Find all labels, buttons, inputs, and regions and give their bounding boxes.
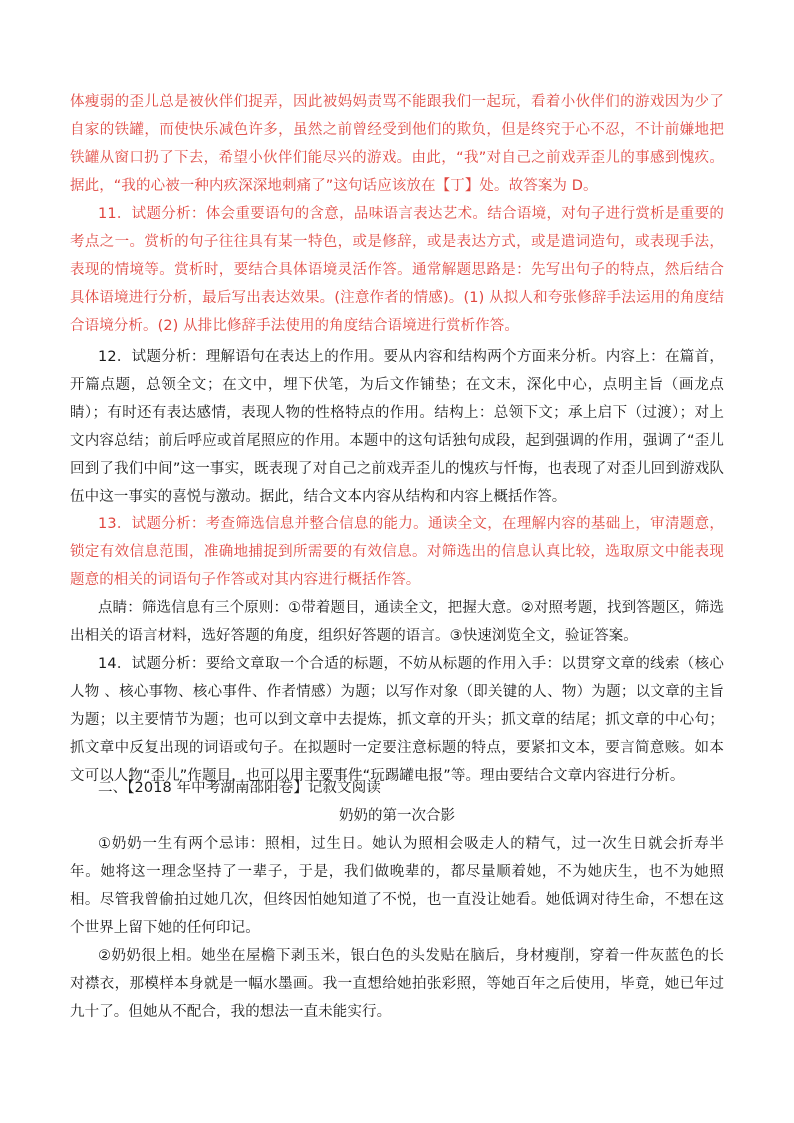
answer-10-continuation: 体瘦弱的歪儿总是被伙伴们捉弄，因此被妈妈责骂不能跟我们一起玩，看着小伙伴们的游戏因为少了自家的铁罐，而使快乐减色许多，虽然之前曾经受到他们的欺负，但是终究于心不忍，不计前嫌地把铁罐从窗口扔了下去，希望小伙伴们能尽兴的游戏。由此，“我”对自己之前戏弄歪儿的事感到愧疚。据此，“我的心被一种内疚深深地刺痛了”这句话应该放在【丁】处。故答案为 D。 <box>70 94 724 194</box>
article-paragraph-1: ①奶奶一生有两个忌讳：照相，过生日。她认为照相会吸走人的精气，过一次生日就会折寿半年。她将这一理念坚持了一辈子，于是，我们做晚辈的，都尽量顺着她，不为她庆生，也不为她照相。尽管我曾偷拍过她几次，但终因怕她知道了不悦，也一直没让她看。她低调对待生命，不想在这个世界上留下她的任何印记。 <box>70 836 724 936</box>
answer-12: 12．试题分析：理解语句在表达上的作用。要从内容和结构两个方面来分析。内容上：在篇首，开篇点题，总领全文；在文中，埋下伏笔，为后文作铺垫；在文末，深化中心，点明主旨（画龙点睛）；有时还有表达感情，表现人物的性格特点的作用。结构上：总领下文；承上启下（过渡）；对上文内容总结；前后呼应或首尾照应的作用。本题中的这句话独句成段，起到强调的作用，强调了“歪儿回到了我们中间”这一事实，既表现了对自己之前戏弄歪儿的愧疚与忏悔，也表现了对歪儿回到游戏队伍中这一事实的喜悦与激动。据此，结合文本内容从结构和内容上概括作答。 <box>70 349 724 505</box>
section-heading: 二、【2018 年中考湖南邵阳卷】记叙文阅读 <box>98 780 381 796</box>
article-paragraph-2: ②奶奶很上相。她坐在屋檐下剥玉米，银白色的头发贴在脑后，身材瘦削，穿着一件灰蓝色的长对襟衣，那模样本身就是一幅水墨画。我一直想给她拍张彩照，等她百年之后使用，毕竟，她已年过九十了。但她从不配合，我的想法一直未能实行。 <box>70 948 724 1020</box>
answer-14: 14．试题分析：要给文章取一个合适的标题，不妨从标题的作用入手：以贯穿文章的线索（核心人物 、核心事物、核心事件、作者情感）为题；以写作对象（即关键的人、物）为题；以文章的主旨为题；以主要情节为题；也可以到文章中去提炼，抓文章的开头；抓文章的结尾；抓文章的中心句；抓文章中反复出现的词语或句子。在拟题时一定要注意标题的特点，要紧扣文本，要言简意赅。如本文可以人物“歪儿”作题目，也可以用主要事件“玩踢罐电报”等。理由要结合文章内容进行分析。 <box>70 656 724 784</box>
answer-11: 11．试题分析：体会重要语句的含意，品味语言表达艺术。结合语境，对句子进行赏析是重要的考点之一。赏析的句子往往具有某一特色，或是修辞，或是表达方式，或是遣词造句，或表现手法，表现的情境等。赏析时，要结合具体语境灵活作答。通常解题思路是：先写出句子的特点，然后结合具体语境进行分析，最后写出表达效果。(注意作者的情感)。(1) 从拟人和夸张修辞手法运用的角度结合语境分析。(2) 从排比修辞手法使用的角度结合语境进行赏析作答。 <box>70 206 724 334</box>
answer-13: 13．试题分析：考查筛选信息并整合信息的能力。通读全文，在理解内容的基础上，审清题意，锁定有效信息范围，准确地捕捉到所需要的有效信息。对筛选出的信息认真比较，选取原文中能表现题意的相关的词语句子作答或对其内容进行概括作答。 <box>70 516 724 588</box>
tip-paragraph: 点睛：筛选信息有三个原则：①带着题目，通读全文，把握大意。②对照考题，找到答题区，筛选出相关的语言材料，选好答题的角度，组织好答题的语言。③快速浏览全文，验证答案。 <box>70 600 724 644</box>
article-title: 奶奶的第一次合影 <box>339 808 455 824</box>
